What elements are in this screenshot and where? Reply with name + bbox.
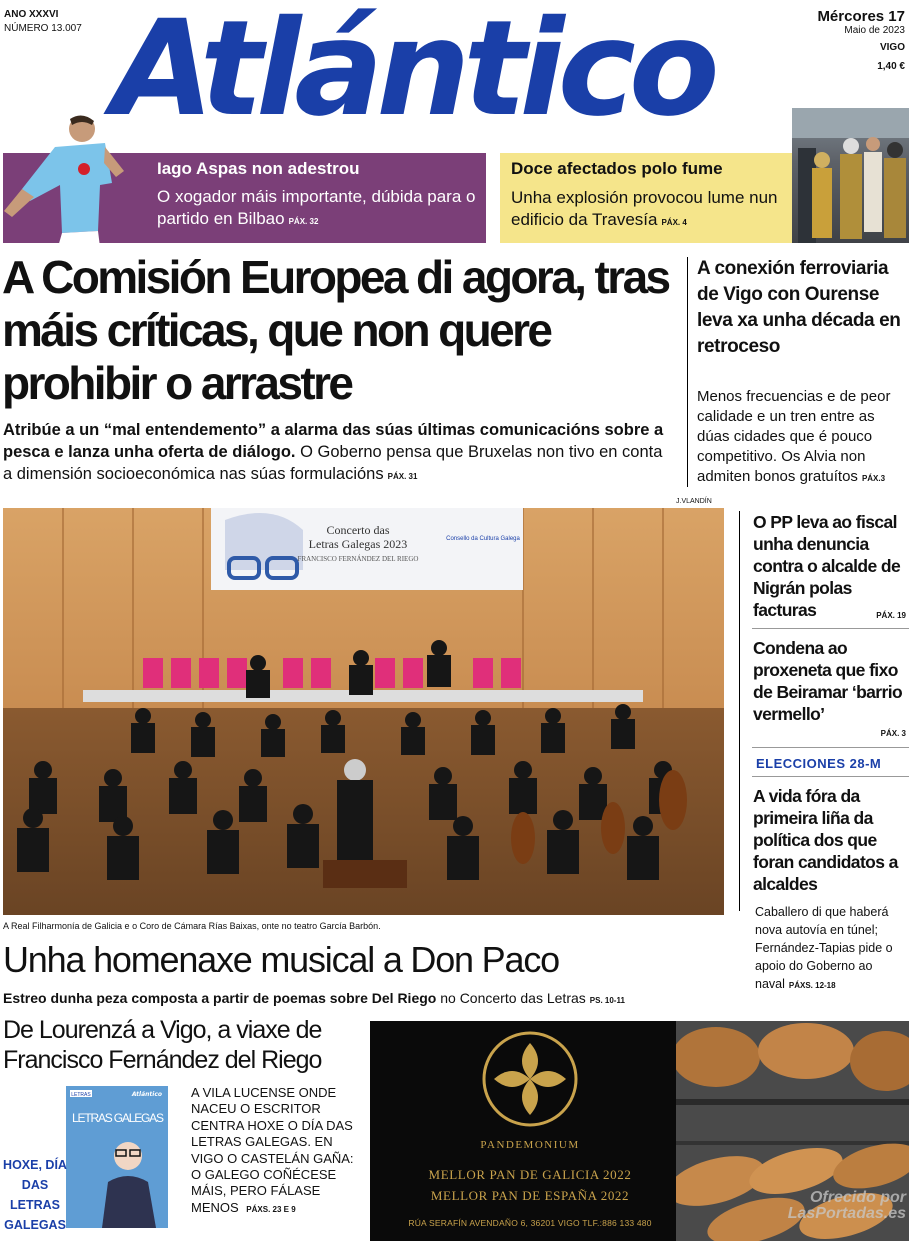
page-ref: PÁXS. 23 E 9 <box>246 1204 296 1214</box>
side-headline-nigran[interactable]: O PP leva ao fiscal unha denuncia contra o alcalde de Nigrán polas facturas <box>753 512 901 620</box>
date-block <box>795 8 905 72</box>
page-ref: PÁX. 32 <box>288 217 319 226</box>
teaser-fire[interactable] <box>500 153 792 243</box>
side-body-rail: Menos frecuencias e de peor calidade e un tren entre as dúas cidades que é pouco competitivo. Os Alvia non admiten bonos gratuítos PÁX.3 <box>697 388 891 485</box>
main-headline[interactable]: A Comisión Europea di agora, tras máis críticas, que non quere prohibir o arrastre <box>2 251 669 409</box>
deck-bold: Atribúe a un “mal entendemento” a alarma das súas últimas comunicacións sobre a pesca e lanza unha oferta de diálogo. <box>3 421 664 461</box>
banner-line3: FRANCISCO FERNÁNDEZ DEL RIEGO <box>297 555 419 563</box>
player-photo <box>0 113 130 247</box>
divider <box>752 747 909 748</box>
banner-line2: Letras Galegas 2023 <box>308 537 408 551</box>
book-tag: LETRAS <box>71 1092 91 1098</box>
concert-deck: Estreo dunha peza composta a partir de poemas sobre Del Riego no Concerto das Letras PS. 10-11 <box>3 990 625 1006</box>
hoxe-label: HOXE, DÍA DAS LETRAS GALEGAS <box>3 1158 67 1232</box>
deck-rest: O Goberno pensa que Bruxelas non tivo en conta a dimensión socioeconómica nas súas formulacións <box>3 443 663 483</box>
banner-line1: Concerto das <box>326 523 390 537</box>
concert-headline[interactable]: Unha homenaxe musical a Don Paco <box>3 939 559 980</box>
edition-year: ANO XXXVI <box>4 9 59 20</box>
lourenza-headline[interactable]: De Lourenzá a Vigo, a viaxe de Francisco Fernández del Riego <box>3 1016 322 1074</box>
page-ref: PS. 10-11 <box>589 996 625 1005</box>
ad-line1: MELLOR PAN DE GALICIA 2022 <box>428 1167 632 1182</box>
main-deck <box>3 419 673 488</box>
photo-caption: A Real Filharmonía de Galicia e o Coro de Cámara Rías Baixas, onte no teatro García Barbón. <box>3 921 381 931</box>
column-rule <box>739 511 740 911</box>
column-rule <box>687 257 688 487</box>
side-body-candidates: Caballero di que haberá nova autovía en túnel; Fernández-Tapias pide o apoio do Goberno ao naval PÁXS. 12-18 <box>755 905 893 991</box>
firefighters-photo <box>792 108 909 243</box>
newspaper-logo[interactable]: Atlántico <box>112 0 713 146</box>
divider <box>752 776 909 777</box>
divider <box>752 628 909 629</box>
ad-brand: PANDEMONIUM <box>480 1139 580 1151</box>
side-headline-rail[interactable]: A conexión ferroviaria de Vigo con Ourense leva xa unha década en retroceso <box>697 258 901 357</box>
price: 1,40 € <box>877 61 905 72</box>
banner-org: Consello da Cultura Galega <box>446 536 520 542</box>
issue-number: NÚMERO 13.007 <box>4 23 82 34</box>
teaser-headline: Iago Aspas non adestrou <box>157 159 360 178</box>
side-headline-beiramar[interactable]: Condena ao proxeneta que fixo de Beiramar ‘barrio vermello’ <box>753 638 903 724</box>
ad-line2: MELLOR PAN DE ESPAÑA 2022 <box>430 1188 630 1203</box>
teaser-body: O xogador máis importante, dúbida para o partido en Bilbao PÁX. 32 <box>157 187 476 228</box>
elections-label: ELECCIONES 28-M <box>756 756 882 771</box>
side-headline-candidates[interactable]: A vida fóra da primeira liña da política dos que foran candidatos a alcaldes <box>753 786 898 894</box>
date: Maio de 2023 <box>844 25 905 36</box>
book-title: LETRAS GALEGAS <box>72 1111 164 1125</box>
ad-address: RÚA SERAFÍN AVENDAÑO 6, 36201 VIGO TLF.:886 133 480 <box>408 1218 652 1228</box>
photo-credit: J.VLANDÍN <box>676 498 712 505</box>
teaser-headline: Doce afectados polo fume <box>511 159 723 178</box>
page-ref: PÁX. 3 <box>880 729 906 738</box>
edition-city: VIGO <box>879 42 905 53</box>
concert-photo[interactable] <box>3 508 724 915</box>
page-ref: PÁX. 31 <box>387 472 418 481</box>
lourenza-body: A VILA LUCENSE ONDE NACEU O ESCRITOR CENTRA HOXE O DÍA DAS LETRAS GALEGAS. EN VIGO O CASTELÁN GAÑA: O GALEGO COÑÉCESE MÁIS, PERO FÁLASE MENOS PÁXS. 23 E 9 <box>191 1085 354 1215</box>
issue-info <box>4 8 82 36</box>
letras-galegas-supplement[interactable] <box>66 1086 168 1228</box>
watermark: Ofrecido por LasPortadas.es <box>787 1189 906 1222</box>
page-ref: PÁXS. 12-18 <box>788 981 836 990</box>
page-ref: PÁX. 4 <box>661 218 687 227</box>
page-ref: PÁX.3 <box>861 474 886 483</box>
teaser-body: Unha explosión provocou lume nun edificio da Travesía PÁX. 4 <box>511 188 778 229</box>
page-ref: PÁX. 19 <box>876 611 906 620</box>
weekday: Mércores 17 <box>817 8 905 25</box>
book-brand: Atlántico <box>131 1091 162 1098</box>
